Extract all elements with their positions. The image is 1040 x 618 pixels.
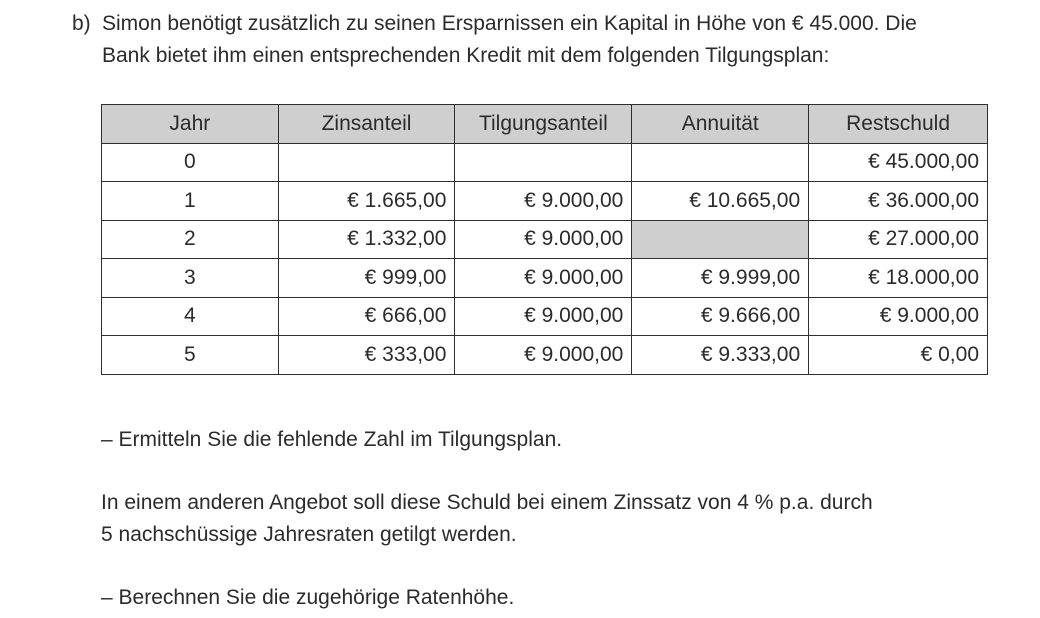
cell-jahr: 4 — [102, 297, 279, 336]
cell-tilgungsanteil: € 9.000,00 — [455, 220, 632, 259]
cell-annuitaet: € 9.333,00 — [632, 336, 809, 375]
cell-jahr: 5 — [102, 336, 279, 375]
intro-line-2: Bank bietet ihm einen entsprechenden Kredit mit dem folgenden Tilgungsplan: — [102, 44, 830, 67]
cell-restschuld: € 0,00 — [809, 336, 988, 375]
task-intro — [72, 8, 1012, 72]
cell-annuitaet: € 9.666,00 — [632, 297, 809, 336]
cell-restschuld: € 45.000,00 — [809, 143, 988, 182]
cell-tilgungsanteil: € 9.000,00 — [455, 182, 632, 221]
repayment-plan-table — [101, 104, 988, 375]
cell-annuitaet: € 10.665,00 — [632, 182, 809, 221]
table-row — [102, 182, 988, 221]
missing-annuitaet-cell — [632, 220, 809, 259]
cell-restschuld: € 27.000,00 — [809, 220, 988, 259]
intro-line-1: Simon benötigt zusätzlich zu seinen Ersparnissen ein Kapital in Höhe von € 45.000. Die — [102, 12, 917, 35]
cell-zinsanteil: € 333,00 — [278, 336, 455, 375]
cell-zinsanteil: € 1.665,00 — [278, 182, 455, 221]
cell-tilgungsanteil: € 9.000,00 — [455, 336, 632, 375]
cell-jahr: 0 — [102, 143, 279, 182]
cell-zinsanteil: € 1.332,00 — [278, 220, 455, 259]
table-header-row — [102, 105, 988, 144]
cell-restschuld: € 18.000,00 — [809, 259, 988, 298]
alternative-offer-line-2: 5 nachschüssige Jahresraten getilgt werden. — [101, 523, 517, 546]
cell-restschuld: € 9.000,00 — [809, 297, 988, 336]
header-restschuld: Restschuld — [809, 105, 988, 144]
task-label: b) — [72, 12, 91, 35]
cell-zinsanteil — [278, 143, 455, 182]
header-zinsanteil: Zinsanteil — [278, 105, 455, 144]
cell-tilgungsanteil — [455, 143, 632, 182]
header-jahr: Jahr — [102, 105, 279, 144]
instruction-find-missing: – Ermitteln Sie die fehlende Zahl im Tilgungsplan. — [101, 428, 563, 451]
cell-restschuld: € 36.000,00 — [809, 182, 988, 221]
cell-zinsanteil: € 999,00 — [278, 259, 455, 298]
cell-annuitaet — [632, 143, 809, 182]
cell-jahr: 1 — [102, 182, 279, 221]
table-row — [102, 297, 988, 336]
cell-tilgungsanteil: € 9.000,00 — [455, 297, 632, 336]
table-row — [102, 259, 988, 298]
instruction-compute-rate: – Berechnen Sie die zugehörige Ratenhöhe. — [101, 586, 515, 609]
header-tilgungsanteil: Tilgungsanteil — [455, 105, 632, 144]
alternative-offer-line-1: In einem anderen Angebot soll diese Schuld bei einem Zinssatz von 4 % p.a. durch — [101, 491, 873, 514]
header-annuitaet: Annuität — [632, 105, 809, 144]
cell-jahr: 2 — [102, 220, 279, 259]
cell-zinsanteil: € 666,00 — [278, 297, 455, 336]
cell-annuitaet: € 9.999,00 — [632, 259, 809, 298]
table-row — [102, 220, 988, 259]
table-row — [102, 336, 988, 375]
cell-jahr: 3 — [102, 259, 279, 298]
table-row — [102, 143, 988, 182]
cell-tilgungsanteil: € 9.000,00 — [455, 259, 632, 298]
